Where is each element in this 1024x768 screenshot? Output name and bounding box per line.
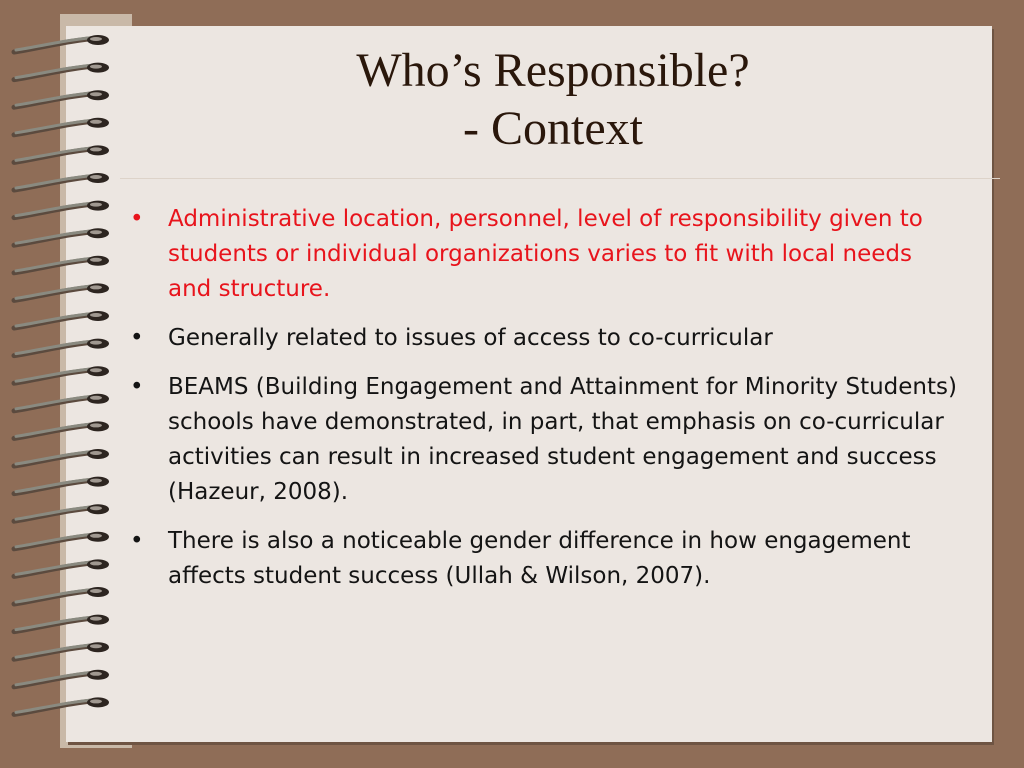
- spiral-ring-icon: [14, 615, 109, 632]
- spiral-ring-icon: [14, 366, 109, 383]
- spiral-ring-icon: [14, 228, 109, 245]
- spiral-ring-icon: [14, 173, 109, 190]
- spiral-ring-icon: [14, 642, 109, 659]
- spiral-ring-icon: [14, 532, 109, 549]
- spiral-ring-icon: [14, 697, 109, 714]
- bullet-dot-icon: •: [130, 206, 144, 232]
- bullet-dot-icon: •: [130, 528, 144, 554]
- bullet-item: [128, 524, 958, 594]
- bullet-item: [128, 321, 958, 356]
- bullet-text: Administrative location, personnel, level of responsibility given to students or individual organizations varies to fit with local needs and structure.: [168, 206, 923, 302]
- spiral-binding-icon: [0, 0, 140, 768]
- spiral-ring-icon: [14, 201, 109, 218]
- bullet-text: There is also a noticeable gender difference in how engagement affects student success (Ullah & Wilson, 2007).: [168, 528, 911, 589]
- spiral-ring-icon: [14, 256, 109, 273]
- slide-title-line-2: - Context: [463, 102, 643, 155]
- spiral-ring-icon: [14, 670, 109, 687]
- spiral-ring-icon: [14, 449, 109, 466]
- slide-title: [120, 42, 986, 158]
- spiral-ring-icon: [14, 421, 109, 438]
- spiral-ring-icon: [14, 559, 109, 576]
- bullet-list: [128, 202, 958, 608]
- spiral-ring-icon: [14, 63, 109, 80]
- spiral-ring-icon: [14, 35, 109, 52]
- bullet-dot-icon: •: [130, 374, 144, 400]
- bullet-text: BEAMS (Building Engagement and Attainment for Minority Students) schools have demonstrated, in part, that emphasis on co-curricular activities can result in increased student engagement and success (Hazeur, 2008).: [168, 374, 957, 505]
- spiral-ring-icon: [14, 477, 109, 494]
- spiral-ring-icon: [14, 339, 109, 356]
- spiral-ring-icon: [14, 311, 109, 328]
- spiral-ring-icon: [14, 504, 109, 521]
- bullet-text: Generally related to issues of access to co-curricular: [168, 325, 773, 351]
- spiral-ring-icon: [14, 587, 109, 604]
- spiral-ring-icon: [14, 90, 109, 107]
- title-divider: [120, 178, 1000, 179]
- bullet-dot-icon: •: [130, 325, 144, 351]
- spiral-ring-icon: [14, 283, 109, 300]
- spiral-ring-icon: [14, 118, 109, 135]
- spiral-ring-icon: [14, 145, 109, 162]
- bullet-item: [128, 370, 958, 510]
- bullet-item: [128, 202, 958, 307]
- slide-title-line-1: Who’s Responsible?: [356, 44, 750, 97]
- spiral-ring-icon: [14, 394, 109, 411]
